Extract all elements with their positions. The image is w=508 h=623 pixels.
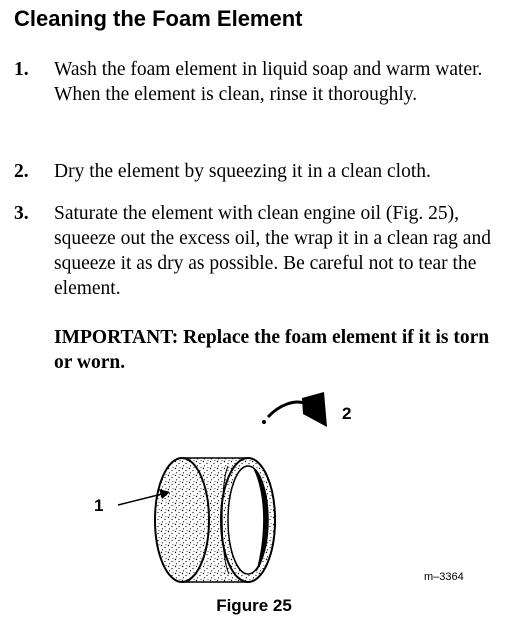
step-text: Dry the element by squeezing it in a clean cloth. bbox=[54, 161, 431, 182]
callout-1-label: 1 bbox=[94, 496, 104, 515]
figure-caption: Figure 25 bbox=[216, 596, 292, 615]
figure-25-illustration bbox=[90, 390, 410, 595]
step-number: 3. bbox=[14, 203, 29, 224]
foam-element-icon bbox=[155, 458, 275, 582]
step-number: 2. bbox=[14, 161, 29, 182]
foam-element-illustration bbox=[90, 390, 410, 590]
step-number: 1. bbox=[14, 59, 29, 80]
callout-2-label: 2 bbox=[342, 404, 352, 423]
step-text: Wash the foam element in liquid soap and warm water. When the element is clean, rinse it thoroughly. bbox=[54, 59, 483, 105]
figure-code: m–3364 bbox=[424, 571, 464, 583]
step-text: Saturate the element with clean engine oil (Fig. 25), squeeze out the excess oil, the wrap it in a clean rag and squeeze it as dry as possible. Be careful not to tear the element. bbox=[54, 203, 491, 299]
important-note: IMPORTANT: Replace the foam element if it is torn or worn. bbox=[54, 327, 490, 373]
oil-bottle-icon bbox=[262, 392, 327, 427]
section-heading: Cleaning the Foam Element bbox=[14, 6, 303, 31]
